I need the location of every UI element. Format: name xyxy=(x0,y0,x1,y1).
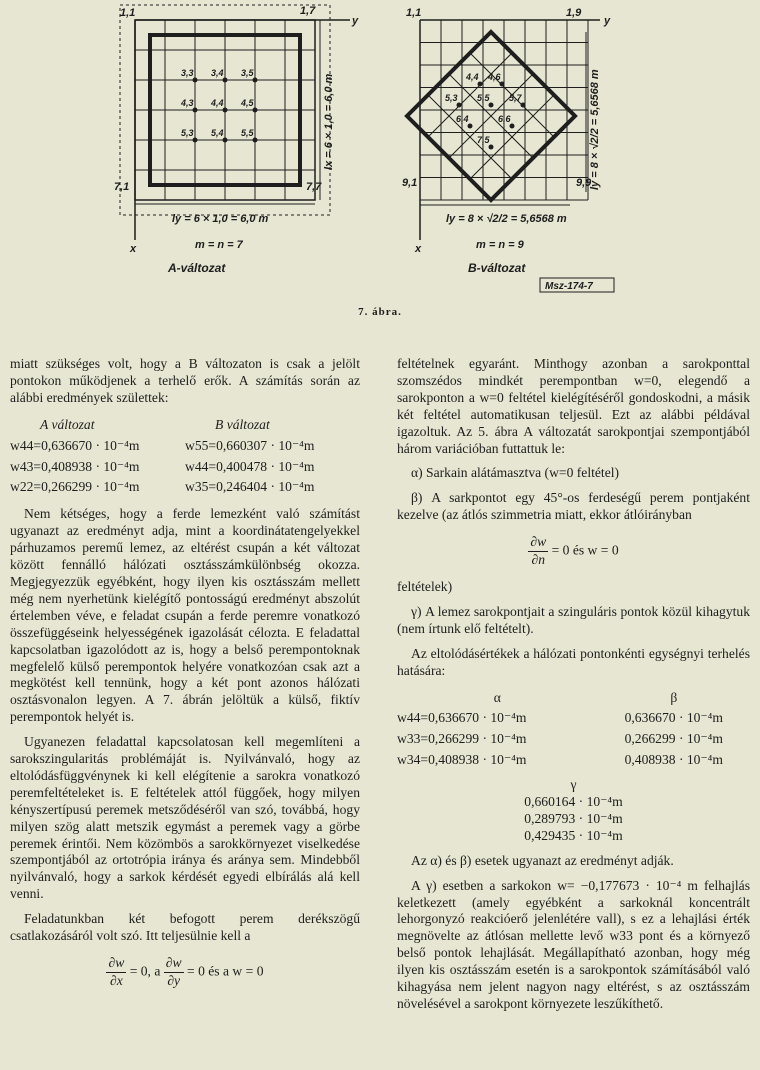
num: ∂w xyxy=(164,955,184,973)
gamma-row: 0,660164 · 10⁻⁴m xyxy=(524,794,623,810)
title-b: B-változat xyxy=(468,261,526,275)
table-row xyxy=(397,729,750,750)
cell: w35=0,246404 · 10⁻⁴m xyxy=(185,479,315,495)
left-p3: Ugyanezen feladattal kapcsolatosan kell megemlíteni a sarokszingularitás problémáját is. Nyilvánvaló, hogy az eltolódásfüggvénynek ki kell elégítenie a sarokra vonatkozó peremfeltételeket is. E feltételek attól függőek, hogy milyen kényszertípusú peremek metsződéséről van szó, továbbá, hogy milyen szög alatt metszik egymást a peremek vagy a görbe peremek érintői. Nem közömbös a sarokkörnyezet viselkedése szempontjából az ortotrópia iránya és aránya sem. Mindebből nyilvánvaló, hogy a sarkok kérdését egyedi elbírálás alá kell venni. xyxy=(10,734,360,902)
corner-a-br: 7,7 xyxy=(306,181,322,193)
col-alpha: α xyxy=(493,689,501,705)
stamp: Msz-174-7 xyxy=(545,281,593,292)
axis-b-y: y xyxy=(604,15,611,27)
grid-point xyxy=(193,138,198,143)
corner-b-bl: 9,1 xyxy=(402,177,418,189)
dim-a-horizontal: ly = 6 × 1,0 = 6,0 m xyxy=(172,213,269,225)
cell: 0,636670 · 10⁻⁴m xyxy=(624,710,723,726)
point-label: 5,7 xyxy=(509,93,522,103)
point-label: 4,6 xyxy=(488,72,501,82)
left-p2: Nem kétséges, hogy a ferde lemezként való számítást ugyanazt az eredményt adja, mint a koordinátatengelyekkel párhuzamos peremű lemez, az eltérést csupán a két változat között fennálló hálózati osztásszámkülönbség okozza. Megjegyezzük egyébként, hogy ilyen kis osztásszám mellett még nem nyerhetünk kielégítő pontosságú eredményt abszolút értelemben véve, e feladat csupán a ferde peremre vonatkozó összefüggéseink helyességének igazolását célozta. E feladattal kapcsolatban igazolódott az is, hogy a belső perempontoknak megfelelő külső perempontok helyére vonatkozóan csak azt a megkötést kell tennünk, hogy a két pont azonos hálózati osztásvonalon legyen. A 7. ábrán jelöltük a külső, fiktív perempontok helyét is. xyxy=(10,506,360,725)
right-p1: feltételnek egyaránt. Minthogy azonban a sarokponttal szomszédos mindkét perempontban w=0, elegendő a sarokponton a w=0 feltétel kielégítéséről gondoskodni, a másik két feltétel automatikusan teljesül. Ezt az alábbi példával igazoltuk. Az 5. ábra A változatát sarokpontjai szempontjából három variációban futtattuk le: xyxy=(397,356,750,456)
right-p2: Az eltolódásértékek a hálózati pontonkénti egységnyi terhelés hatására: xyxy=(397,645,750,678)
cell: 0,408938 · 10⁻⁴m xyxy=(624,752,723,768)
formula-left xyxy=(10,955,360,990)
den: ∂y xyxy=(167,972,181,988)
cell: w44=0,636670 · 10⁻⁴m xyxy=(397,710,527,726)
figure-7 xyxy=(0,0,760,330)
left-p1: miatt szükséges volt, hogy a B változaton is csak a jelölt pontokon működjenek a terhelő erők. A számítás során az alábbi eredmények születtek: xyxy=(10,356,360,405)
point-label: 4,4 xyxy=(211,98,224,108)
cell: w55=0,660307 · 10⁻⁴m xyxy=(185,437,315,453)
den: ∂n xyxy=(531,552,546,568)
cell: 0,266299 · 10⁻⁴m xyxy=(624,731,723,747)
cell: w34=0,408938 · 10⁻⁴m xyxy=(397,752,527,768)
frac-dwdx xyxy=(106,955,126,990)
table-row xyxy=(10,436,360,457)
beta-item: β) A sarkpontot egy 45°-os ferdeségű perem pontjaként kezelve (az átlós szimmetria miatt, ekkor átlóirányban xyxy=(397,490,750,523)
grid-point xyxy=(457,103,462,108)
cell: w43=0,408938 · 10⁻⁴m xyxy=(10,458,140,474)
cell: w44=0,636670 · 10⁻⁴m xyxy=(10,437,140,453)
point-label: 6,6 xyxy=(498,114,511,124)
corner-a-tr: 1,7 xyxy=(300,5,316,17)
frac-dwdn xyxy=(528,534,548,569)
grid-point xyxy=(500,82,505,87)
cell: w33=0,266299 · 10⁻⁴m xyxy=(397,731,527,747)
point-label: 5,3 xyxy=(445,93,458,103)
table-head-b: B változat xyxy=(215,416,270,432)
point-label: 7,5 xyxy=(477,135,490,145)
point-label: 4,4 xyxy=(466,72,479,82)
left-p4: Feladatunkban két befogott perem derékszögű csatlakozásáról volt szó. Itt teljesülnie kell a xyxy=(10,911,360,944)
grid-point xyxy=(223,108,228,113)
results-table-ab xyxy=(10,415,360,499)
grid-point xyxy=(521,103,526,108)
point-label: 3,5 xyxy=(241,68,254,78)
dim-b-vertical: ly = 8 × √2/2 = 5,6568 m xyxy=(589,69,601,190)
num: ∂w xyxy=(106,955,126,973)
right-p4: A γ) esetben a sarkokon w= −0,177673 · 10⁻⁴ m felhajlás keletkezett (amely egyébként a sarkoknál koncentrált lehorgonyzó reakcióerő jelenlétére vall), s ez a lehajlási érték megnövelte az átlósan mellette levő w33 pont és a környező belső pontok lehajlását. Megállapítható azonban, hogy még ilyen kis osztásszám esetén is a sarokpontok számításából való kihagyása nem jelent nagyon nagy eltérést, s az osztásszám növelésével a sarokpont környezete leszűkíthető. xyxy=(397,877,750,1011)
point-label: 5,5 xyxy=(241,128,254,138)
point-label: 5,5 xyxy=(477,93,490,103)
eq-part: = 0 és a w = 0 xyxy=(187,963,264,979)
figure-caption: 7. ábra. xyxy=(358,306,402,318)
gamma-row: 0,429435 · 10⁻⁴m xyxy=(524,827,623,843)
point-label: 3,3 xyxy=(181,68,194,78)
grid-point xyxy=(253,78,258,83)
left-column xyxy=(10,356,360,1000)
table-row xyxy=(10,477,360,498)
grid-a xyxy=(120,5,350,240)
den: ∂x xyxy=(110,972,123,988)
axis-b-x: x xyxy=(415,243,422,255)
title-a: A-változat xyxy=(168,261,226,275)
eq-part: = 0, a xyxy=(129,963,161,979)
felt: feltételek) xyxy=(397,578,453,594)
point-label: 5,3 xyxy=(181,128,194,138)
grid-point xyxy=(193,108,198,113)
right-p3: Az α) és β) esetek ugyanazt az eredményt adják. xyxy=(411,852,674,868)
grid-point xyxy=(468,124,473,129)
point-label: 5,4 xyxy=(211,128,224,138)
grid-point xyxy=(510,124,515,129)
corner-b-br: 9,9 xyxy=(576,177,592,189)
frac-dwdy xyxy=(164,955,184,990)
results-table-alpha-beta xyxy=(397,688,750,772)
mn-a: m = n = 7 xyxy=(195,239,243,251)
grid-a-points xyxy=(180,68,258,143)
right-column xyxy=(397,356,750,1021)
grid-point xyxy=(489,145,494,150)
table-head-a: A változat xyxy=(40,416,95,432)
mn-b: m = n = 9 xyxy=(476,239,524,251)
axis-a-y: y xyxy=(352,15,359,27)
point-label: 3,4 xyxy=(211,68,224,78)
gamma-item: γ) A lemez sarokpontjait a szinguláris pontok közül kihagytuk (nem írtunk elő feltételt). xyxy=(397,603,750,636)
dim-b-horizontal: ly = 8 × √2/2 = 5,6568 m xyxy=(446,213,567,225)
cell: w22=0,266299 · 10⁻⁴m xyxy=(10,479,140,495)
cell: w44=0,400478 · 10⁻⁴m xyxy=(185,458,315,474)
gamma-row: 0,289793 · 10⁻⁴m xyxy=(524,810,623,826)
grid-point xyxy=(489,103,494,108)
grid-point xyxy=(478,82,483,87)
corner-b-tr: 1,9 xyxy=(566,7,582,19)
formula-right xyxy=(397,534,750,569)
alpha-item: α) Sarkain alátámasztva (w=0 feltétel) xyxy=(411,465,620,481)
eq-part: = 0 és w = 0 xyxy=(551,542,619,558)
corner-b-tl: 1,1 xyxy=(406,7,422,19)
table-row xyxy=(397,750,750,771)
grid-point xyxy=(223,138,228,143)
axis-a-x: x xyxy=(130,243,137,255)
point-label: 4,3 xyxy=(181,98,194,108)
point-label: 6,4 xyxy=(456,114,469,124)
dim-a-vertical: lx = 6 × 1,0 = 6,0 m xyxy=(323,73,335,170)
point-label: 4,5 xyxy=(241,98,254,108)
col-beta: β xyxy=(670,689,678,705)
corner-a-tl: 1,1 xyxy=(120,7,136,19)
table-row xyxy=(397,708,750,729)
col-gamma: γ xyxy=(570,777,577,793)
grid-point xyxy=(253,108,258,113)
table-row xyxy=(10,457,360,478)
grid-b xyxy=(407,20,600,240)
grid-point xyxy=(253,138,258,143)
num: ∂w xyxy=(528,534,548,552)
corner-a-bl: 7,1 xyxy=(114,181,130,193)
grid-point xyxy=(193,78,198,83)
grid-point xyxy=(223,78,228,83)
